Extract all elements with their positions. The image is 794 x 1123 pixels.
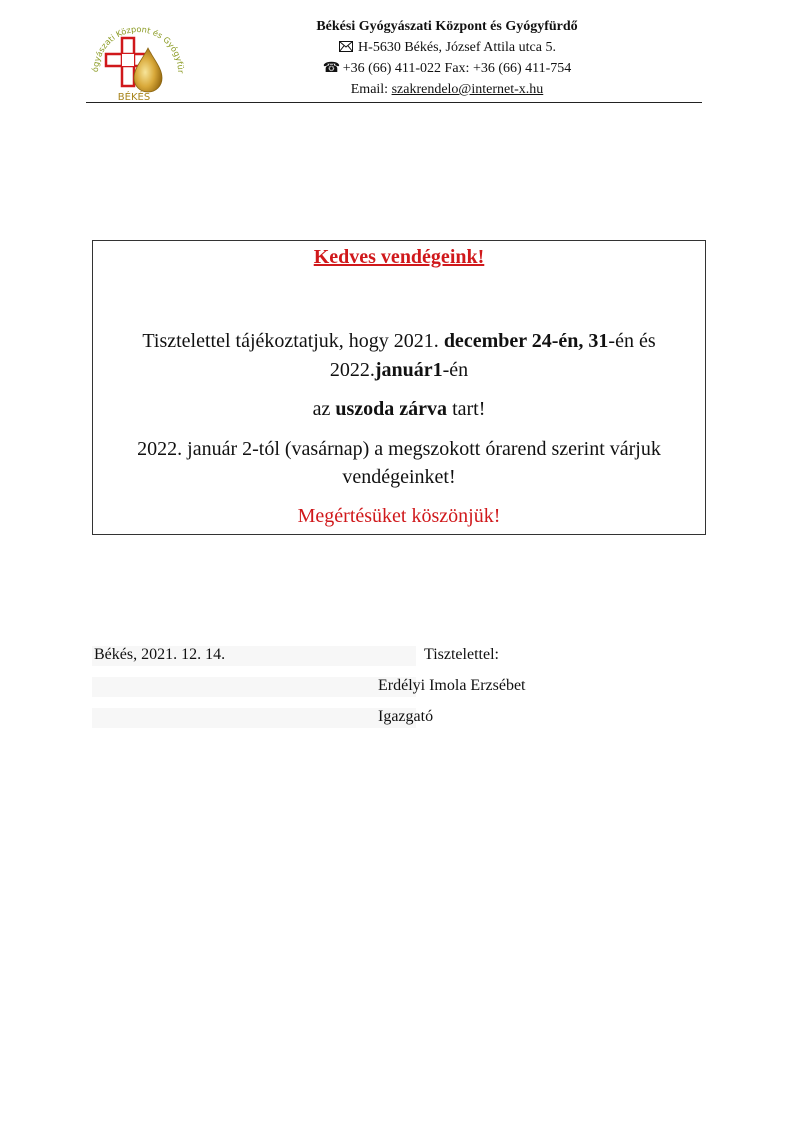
email-label: Email: xyxy=(350,82,389,97)
signature-row-name xyxy=(92,675,552,706)
signature-block xyxy=(92,644,552,737)
logo-city-text: BÉKÉS xyxy=(117,92,151,103)
logo xyxy=(82,14,194,104)
notice-p2-text: az xyxy=(312,398,336,420)
row-shading xyxy=(92,677,416,697)
logo-arc-text: ógyászati Központ és Gyógyfür xyxy=(89,23,187,74)
letterhead xyxy=(194,16,700,100)
notice-p1-text-2: -én és 2022. xyxy=(329,330,656,381)
row-shading xyxy=(92,708,416,728)
notice-p1-january-bold: január1 xyxy=(374,359,443,381)
notice-reopening: 2022. január 2-tól (vasárnap) a megszokott órarend szerint várjuk vendégeinket! xyxy=(137,438,661,488)
place-date: Békés, 2021. 12. 14. xyxy=(94,646,226,663)
notice-p2-text-2: tart! xyxy=(447,398,486,420)
email-line xyxy=(194,79,700,100)
notice-pool-closed xyxy=(93,395,705,424)
notice-p2-bold: uszoda zárva xyxy=(335,398,448,420)
notice-thanks: Megértésüket köszönjük! xyxy=(297,505,501,527)
notice-closure-dates xyxy=(93,327,705,385)
notice-p1-dates-bold: december 24-én, 31 xyxy=(443,330,609,352)
signature-row-date xyxy=(92,644,552,675)
header-divider xyxy=(86,102,702,103)
signer-name: Erdélyi Imola Erzsébet xyxy=(378,677,526,694)
signature-row-title xyxy=(92,706,552,737)
logo-graphic xyxy=(82,14,194,104)
org-name: Békési Gyógyászati Központ és Gyógyfürdő xyxy=(316,19,578,34)
telephone-icon: ☎ xyxy=(322,61,341,76)
envelope-icon xyxy=(338,37,354,58)
signer-title: Igazgató xyxy=(378,708,434,725)
notice-p1-text-3: -én xyxy=(442,359,469,381)
address-line xyxy=(194,37,700,58)
email-link[interactable]: szakrendelo@internet-x.hu xyxy=(391,82,544,97)
notice-title: Kedves vendégeink! xyxy=(313,246,485,268)
greeting: Tisztelettel: xyxy=(424,646,499,663)
notice-p1-text: Tisztelettel tájékoztatjuk, hogy 2021. xyxy=(142,330,444,352)
address-text: H-5630 Békés, József Attila utca 5. xyxy=(358,40,556,55)
phone-fax-text: +36 (66) 411-022 Fax: +36 (66) 411-754 xyxy=(342,61,572,76)
notice-box xyxy=(92,240,706,535)
phone-line xyxy=(194,58,700,79)
